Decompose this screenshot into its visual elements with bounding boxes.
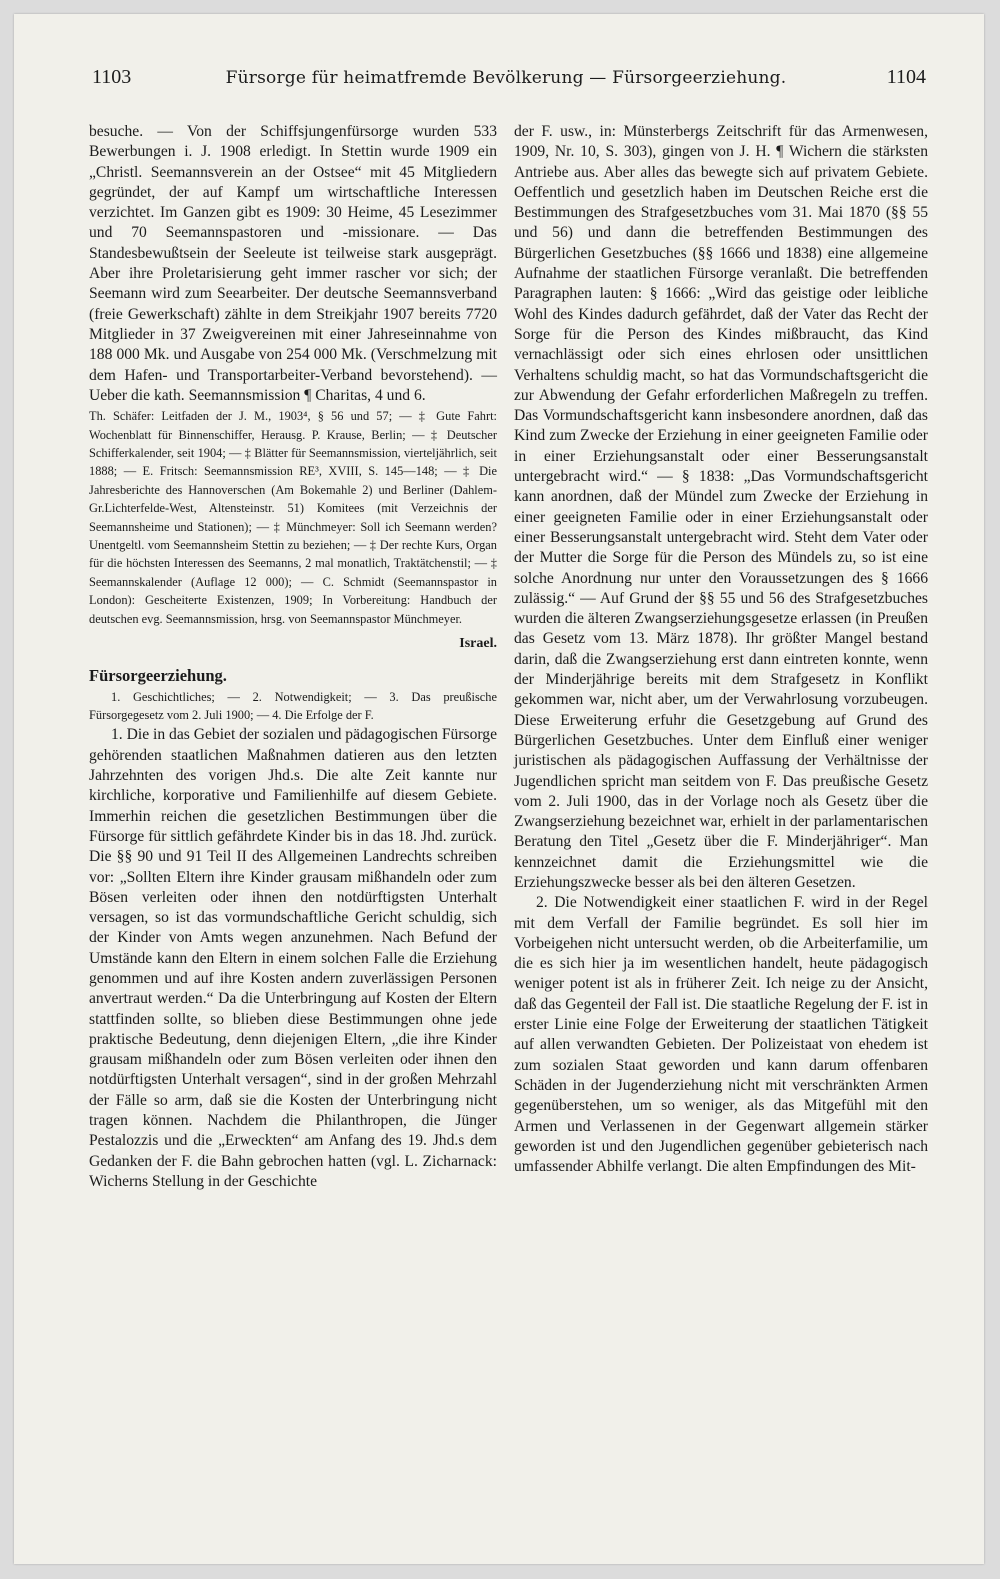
paragraph-gesetzgebung: der F. usw., in: Münsterbergs Zeitschrift für das Armenwesen, 1909, Nr. 10, S. 303), gingen von J. H. ¶ Wichern die stärksten Antriebe aus. Aber alles das bewegte sich auf privatem Gebiete. Oeffentlich und gesetzlich haben im Deutschen Reiche erst die Bestimmungen des Strafgesetzbuches vom 31. Mai 1870 (§§ 55 und 56) und dann die betreffenden Bestimmungen des Bürgerlichen Gesetzbuches (§§ 1666 und 1838) eine allgemeine Aufnahme der staatlichen Fürsorge veranlaßt. Die betreffenden Paragraphen lauten: § 1666: „Wird das geistige oder leibliche Wohl des Kindes dadurch gefährdet, daß der Vater das Recht der Sorge für die Person des Kindes mißbraucht, das Kind vernachlässigt oder sich eines ehrlosen oder unsittlichen Verhaltens schuldig macht, so hat das Vormundschaftsgericht die zur Abwendung der Gefahr erforderlichen Maßregeln zu treffen. Das Vormundschaftsgericht kann insbesondere anordnen, daß das Kind zum Zwecke der Erziehung in einer geeigneten Familie oder in einer Erziehungsanstalt oder einer Besserungsanstalt untergebracht wird.“ — § 1838: „Das Vormundschaftsgericht kann anordnen, daß der Mündel zum Zwecke der Erziehung in einer geeigneten Familie oder in einer Erziehungsanstalt oder einer Besserungsanstalt untergebracht wird. Steht dem Vater oder der Mutter die Sorge für die Person des Mündels zu, so ist eine solche Anordnung nur unter den Voraussetzungen des § 1666 zulässig.“ — Auf Grund der §§ 55 und 56 des Strafgesetzbuches wurden die älteren Zwangserziehungsgesetze erlassen (in Preußen das Gesetz vom 13. März 1878). Ihr größter Mangel bestand darin, daß die Zwangserziehung erst dann eintreten konnte, wenn der Minderjährige bereits mit dem Strafgesetz in Konflikt gekommen war, nicht aber, um der Verwahrlosung vorzubeugen. Diese Erweiterung erfuhr die Gesetzgebung auf Grund des Bürgerlichen Gesetzbuches. Unter dem Einfluß einer weniger juristischen als pädagogischen Auffassung der Verhältnisse der Jugendlichen spricht man seitdem von F. Das preußische Gesetz vom 2. Juli 1900, das in der Vorlage noch als Gesetz über die Zwangserziehung bezeichnet war, erhielt in der parlamentarischen Beratung den Titel „Gesetz über die F. Minderjähriger“. Man kennzeichnet damit die Erziehungsmittel wie die Erziehungszwecke besser als bei den älteren Gesetzen. [514,123,928,891]
section-title: Fürsorgeerziehung. [89,666,227,686]
running-title: Fürsorge für heimatfremde Bevölkerung — Fürsorgeerziehung. [225,68,787,88]
document-page [14,14,984,1564]
literature-list: Th. Schäfer: Leitfaden der J. M., 1903⁴, § 56 und 57; — ‡ Gute Fahrt: Wochenblatt für Binnenschiffer, Herausg. P. Krause, Berlin; — ‡ Deutscher Schifferkalender, seit 1904; — ‡ Blätter für Seemannsmission, vierteljährlich, seit 1888; — E. Fritsch: Seemannsmission RE³, XVIII, S. 145—148; — ‡ Die Jahresberichte des Hannoverschen (Am Bokemahle 2) und Berliner (Dahlem-Gr.Lichterfelde-West, Altensteinstr. 51) Komitees (mit Verzeichnis der Seemannsheime und Stationen); — ‡ Münchmeyer: Soll ich Seemann werden? Unentgeltl. vom Seemannsheim Stettin zu beziehen; — ‡ Der rechte Kurs, Organ für die höchsten Interessen des Seemanns, 2 mal monatlich, Traktätchenstil; — ‡ Seemannskalender (Auflage 12 000); — C. Schmidt (Seemannspastor in London): Gescheiterte Existenzen, 1909; In Vorbereitung: Handbuch der deutschen evg. Seemannsmission, hrsg. von Seemannspastor Münchmeyer. [89,409,497,626]
paragraph-notwendigkeit: 2. Die Notwendigkeit einer staatlichen F. wird in der Regel mit dem Verfall der Familie begründet. Es soll hier im Vorbeigehen nicht untersucht werden, ob die Arbeiterfamilie, um die es sich hier ja im wesentlichen handelt, heute pädagogisch weniger potent ist als in früherer Zeit. Ich neige zu der Ansicht, daß das Gegenteil der Fall ist. Die staatliche Regelung der F. ist in erster Linie eine Folge der Erweiterung der staatlichen Tätigkeit auf allen verwandten Gebieten. Der Polizeistaat von ehedem ist zum sozialen Staat geworden und kann darum offenbaren Schäden in der Jugenderziehung nicht mit verschränkten Armen gegenüberstehen, um so weniger, als das Mitgefühl mit den Armen und Verlassenen in der Gegenwart allgemein stärker geworden ist und den Jugendlichen gegenüber gebieterisch nach umfassender Abhilfe verlangt. Die alten Empfindungen des Mit- [514,894,928,1176]
right-column [514,122,928,1177]
page-number-left: 1103 [92,66,132,88]
page-header [86,66,926,98]
author-signature: Israel. [459,636,497,652]
paragraph-seemannsmission: besuche. — Von der Schiffsjungenfürsorge wurden 533 Bewerbungen i. J. 1908 erledigt. In Stettin wurde 1909 ein „Christl. Seemannsverein an der Ostsee“ mit 45 Mitgliedern gegründet, der auf Kampf um wirtschaftliche Interessen verzichtet. Im Ganzen gibt es 1909: 30 Heime, 45 Lesezimmer und 70 Seemannspastoren und -missionare. — Das Standesbewußtsein der Seeleute ist teilweise stark ausgeprägt. Aber ihre Proletarisierung geht immer rascher vor sich; der Seemann wird zum Seearbeiter. Der deutsche Seemannsverband (freie Gewerkschaft) zählte in dem Streikjahr 1907 bereits 7720 Mitglieder in 37 Zweigvereinen mit einer Jahreseinnahme von 188 000 Mk. und Ausgabe von 254 000 Mk. (Verschmelzung mit dem Hafen- und Transportarbeiter-Verband bevorstehend). — Ueber die kath. Seemannsmission ¶ Charitas, 4 und 6. [89,123,497,404]
paragraph-geschichtliches: 1. Die in das Gebiet der sozialen und pädagogischen Fürsorge gehörenden staatlichen Maßnahmen datieren aus den letzten Jahrzehnten des vorigen Jhd.s. Die alte Zeit kannte nur kirchliche, korporative und Familienhilfe auf diesem Gebiete. Immerhin reichen die gesetzlichen Bestimmungen über die Fürsorge für sittlich gefährdete Kinder bis in das 18. Jhd. zurück. Die §§ 90 und 91 Teil II des Allgemeinen Landrechts schreiben vor: „Sollten Eltern ihre Kinder grausam mißhandeln oder zum Bösen verleiten oder ihnen den notdürftigsten Unterhalt versagen, so ist das vormundschaftliche Gericht schuldig, sich der Kinder von Amts wegen anzunehmen. Nach Befund der Umstände kann den Eltern in einem solchen Falle die Erziehung genommen und auf ihre Kosten andern zuverlässigen Personen anvertraut werden.“ Da die Unterbringung auf Kosten der Eltern stattfinden sollte, so blieben diese Bestimmungen ohne jede praktische Bedeutung, denn diejenigen Eltern, „die ihre Kinder grausam mißhandeln oder zum Bösen verleiten oder ihnen den notdürftigsten Unterhalt versagen“, sind in der großen Mehrzahl der Fälle so arm, daß sie die Kosten der Unterbringung nicht tragen können. Nachdem die Philanthropen, die Jünger Pestalozzis und die „Erweckten“ am Anfang des 19. Jhd.s dem Gedanken der F. die Bahn gebrochen hatten (vgl. L. Zicharnack: Wicherns Stellung in der Geschichte [89,726,497,1190]
left-column [89,122,497,1192]
section-toc: 1. Geschichtliches; — 2. Notwendigkeit; — 3. Das preußische Fürsorgegesetz vom 2. Juli 1900; — 4. Die Erfolge der F. [89,689,497,723]
page-number-right: 1104 [886,66,926,88]
